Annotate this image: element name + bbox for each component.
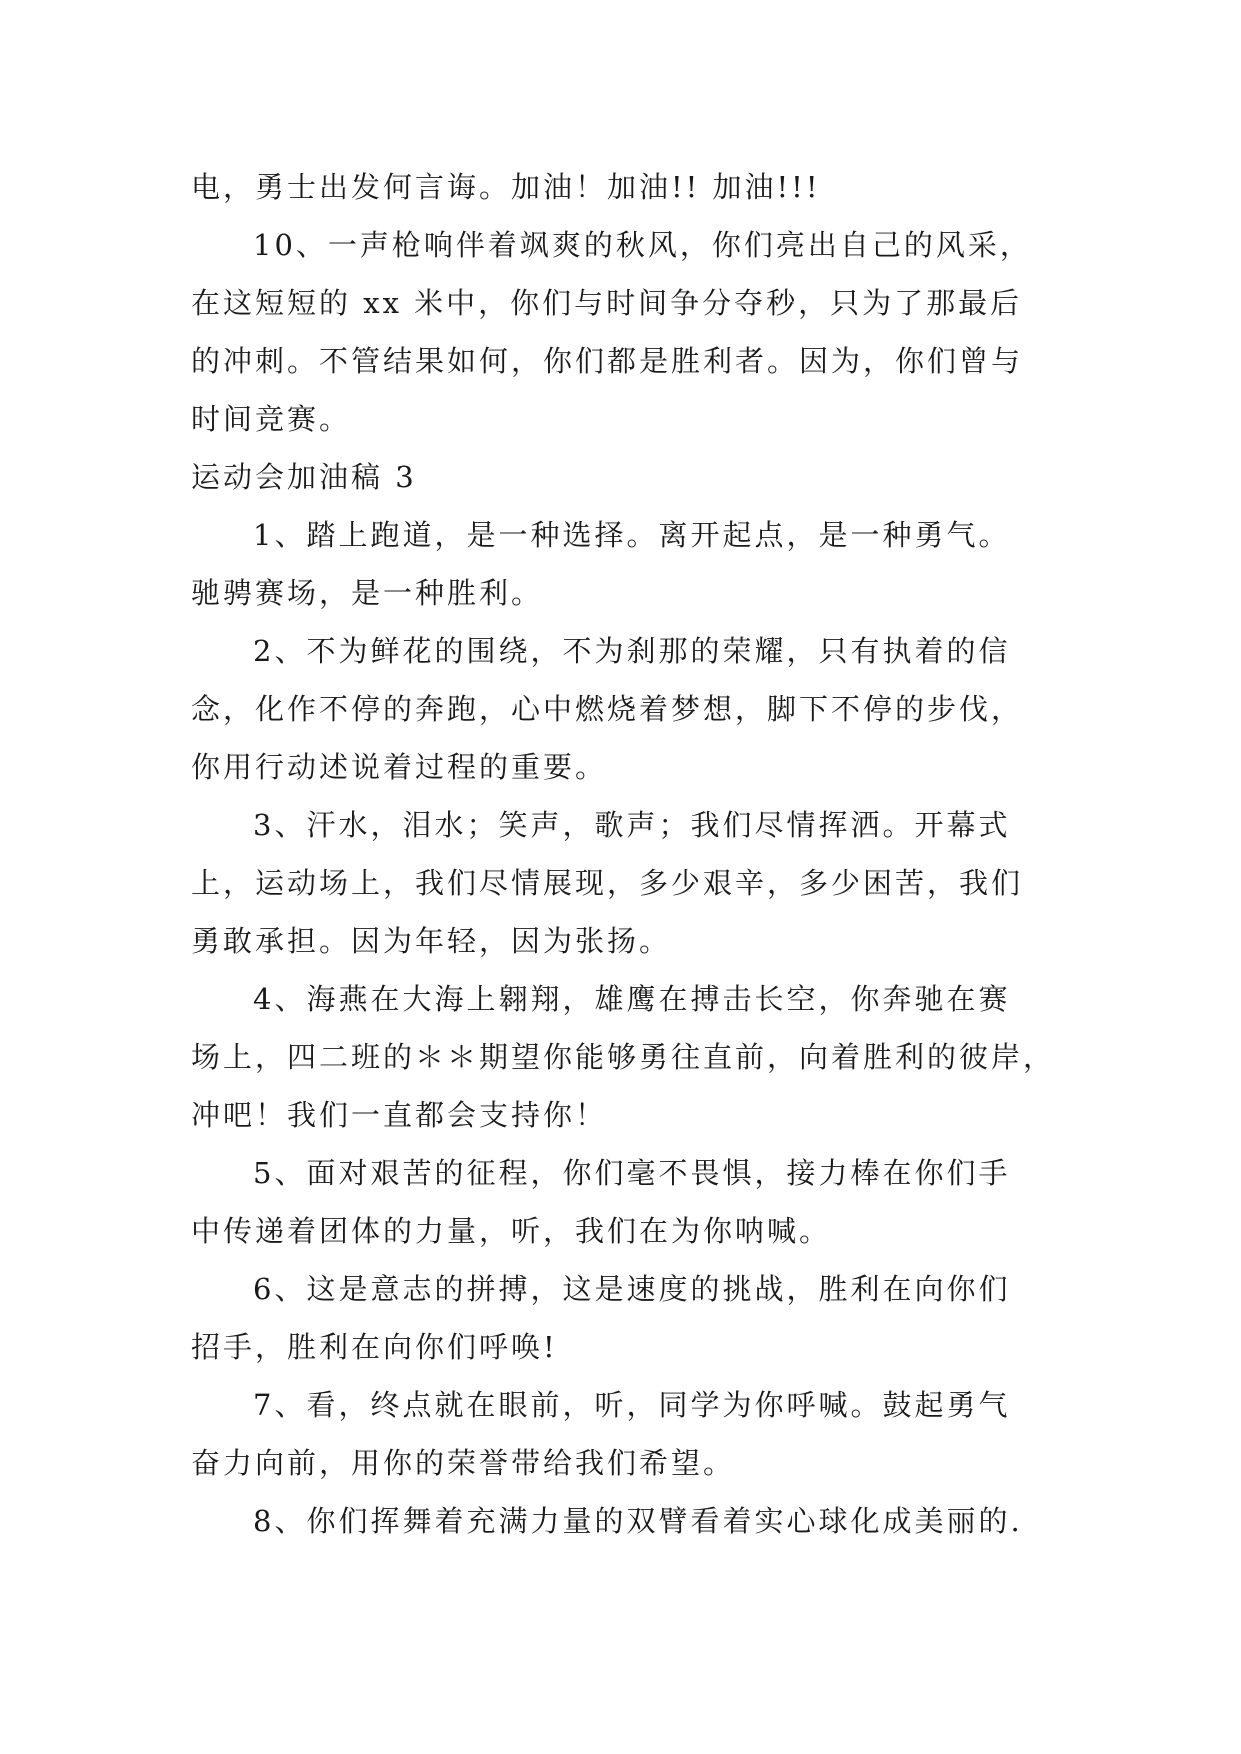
- text-line: 在这短短的 xx 米中，你们与时间争分夺秒，只为了那最后: [191, 286, 1023, 320]
- text-line: 上，运动场上，我们尽情展现，多少艰辛，多少困苦，我们: [191, 866, 1024, 900]
- paragraph-start-line: 4、海燕在大海上翱翔，雄鹰在搏击长空，你奔驰在赛: [253, 982, 1011, 1016]
- text-line: 驰骋赛场，是一种胜利。: [191, 576, 544, 610]
- document-body: [191, 158, 1071, 1550]
- text-line: 场上，四二班的＊＊期望你能够勇往直前，向着胜利的彼岸，: [191, 1040, 1056, 1074]
- paragraph-start-line: 5、面对艰苦的征程，你们毫不畏惧，接力棒在你们手: [253, 1156, 1011, 1190]
- text-line: 电，勇士出发何言诲。加油！加油!! 加油!!!: [191, 170, 821, 204]
- text-line: 中传递着团体的力量，听，我们在为你呐喊。: [191, 1214, 832, 1248]
- text-line: 你用行动述说着过程的重要。: [191, 750, 608, 784]
- paragraph-start-line: 10、一声枪响伴着飒爽的秋风，你们亮出自己的风采，: [253, 228, 1032, 262]
- paragraph-start-line: 7、看，终点就在眼前，听，同学为你呼喊。鼓起勇气: [253, 1388, 1011, 1422]
- text-line: 的冲刺。不管结果如何，你们都是胜利者。因为，你们曾与: [191, 344, 1024, 378]
- paragraph-start-line: 2、不为鲜花的围绕，不为刹那的荣耀，只有执着的信: [253, 634, 1011, 668]
- text-line: 时间竞赛。: [191, 402, 352, 436]
- paragraph-start-line: 1、踏上跑道，是一种选择。离开起点，是一种勇气。: [253, 518, 1011, 552]
- paragraph-start-line: 8、你们挥舞着充满力量的双臂看着实心球化成美丽的.: [253, 1504, 1023, 1538]
- text-line: 招手，胜利在向你们呼唤!: [191, 1330, 558, 1364]
- text-line: 念，化作不停的奔跑，心中燃烧着梦想，脚下不停的步伐，: [191, 692, 1024, 726]
- paragraph-start-line: 6、这是意志的拼搏，这是速度的挑战，胜利在向你们: [253, 1272, 1011, 1306]
- section-heading: 运动会加油稿 3: [191, 460, 417, 494]
- text-line: 冲吧！我们一直都会支持你！: [191, 1098, 608, 1132]
- text-line: 勇敢承担。因为年轻，因为张扬。: [191, 924, 672, 958]
- paragraph-start-line: 3、汗水，泪水；笑声，歌声；我们尽情挥洒。开幕式: [253, 808, 1011, 842]
- text-line: 奋力向前，用你的荣誉带给我们希望。: [191, 1446, 736, 1480]
